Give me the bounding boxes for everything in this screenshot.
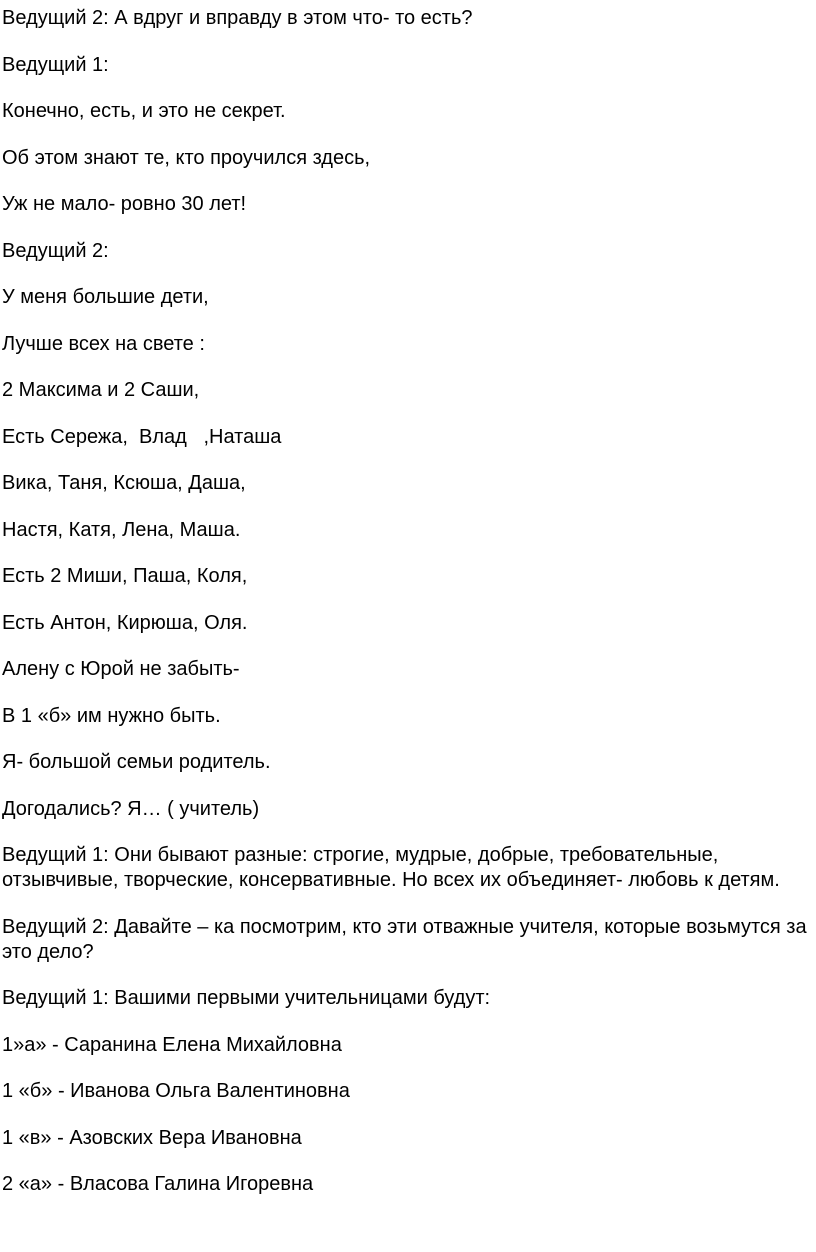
paragraph: 1 «б» - Иванова Ольга Валентиновна: [2, 1080, 350, 1102]
paragraph: У меня большие дети,: [2, 286, 209, 308]
paragraph: Ведущий 2: Давайте – ка посмотрим, кто эти отважные учителя, которые возьмутся за это дело?: [2, 915, 813, 963]
paragraph: Настя, Катя, Лена, Маша.: [2, 518, 241, 541]
paragraph: В 1 «б» им нужно быть.: [2, 704, 221, 727]
paragraph: 1 «в» - Азовских Вера Ивановна: [2, 1126, 302, 1149]
paragraph: Ведущий 2:: [2, 239, 109, 262]
paragraph: Конечно, есть, и это не секрет.: [2, 100, 286, 122]
paragraph: Ведущий 1:: [2, 53, 109, 76]
paragraph: Есть Антон, Кирюша, Оля.: [2, 611, 248, 634]
paragraph: 1»а» - Саранина Елена Михайловна: [2, 1033, 342, 1056]
paragraph: Лучше всех на свете :: [2, 332, 205, 355]
paragraph: Об этом знают те, кто проучился здесь,: [2, 146, 371, 169]
paragraph: Вика, Таня, Ксюша, Даша,: [2, 472, 246, 494]
paragraph: Алену с Юрой не забыть-: [2, 658, 240, 680]
paragraph: Догодались? Я… ( учитель): [2, 797, 260, 820]
paragraph: Ведущий 2: А вдруг и вправду в этом что- то есть?: [2, 7, 473, 29]
paragraph: Уж не мало- ровно 30 лет!: [2, 193, 247, 215]
paragraph: Ведущий 1: Они бывают разные: строгие, мудрые, добрые, требовательные, отзывчивые, творческие, консервативные. Но всех их объединяет- любовь к детям.: [2, 844, 780, 891]
paragraph: 2 Максима и 2 Саши,: [2, 379, 200, 401]
paragraph: Есть 2 Миши, Паша, Коля,: [2, 565, 248, 587]
paragraph: Я- большой семьи родитель.: [2, 751, 271, 773]
document-page: [2, 6, 813, 1219]
paragraph: 2 «а» - Власова Галина Игоревна: [2, 1173, 314, 1195]
paragraph: Ведущий 1: Вашими первыми учительницами будут:: [2, 987, 491, 1009]
paragraph: Есть Сережа, Влад ,Наташа: [2, 425, 282, 448]
